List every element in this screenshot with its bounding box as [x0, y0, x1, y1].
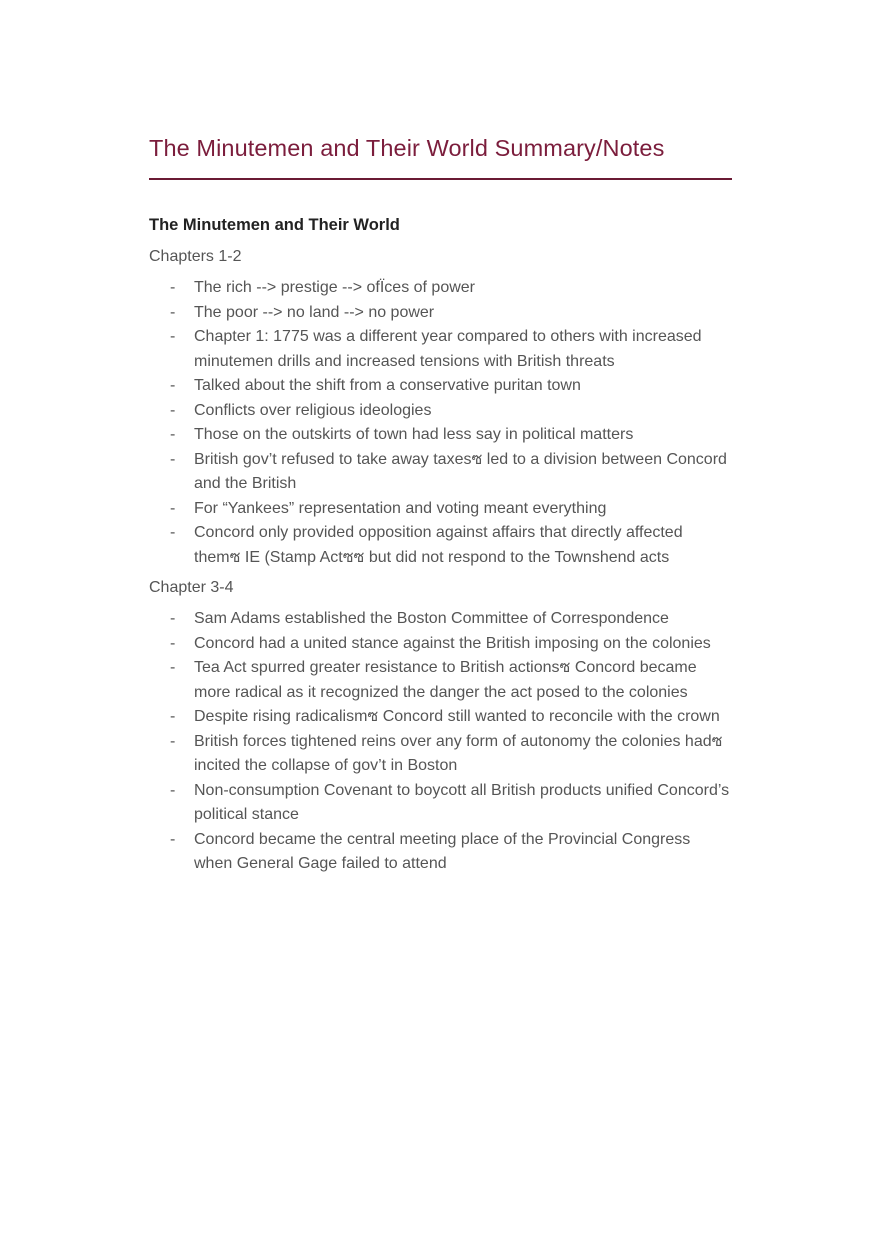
note-item	[149, 374, 732, 399]
document-title: The Minutemen and Their World Summary/Notes	[149, 135, 665, 161]
note-item	[149, 423, 732, 448]
note-item	[149, 607, 732, 632]
bullet-dash: -	[170, 781, 176, 799]
note-text: Concord became the central meeting place of the Provincial Congress when General Gage failed to attend	[194, 830, 691, 872]
note-text: Concord only provided opposition against affairs that directly affected themซ IE (Stamp Actซซ but did not respond to the Townshend acts	[194, 524, 683, 566]
bullet-dash: -	[170, 634, 176, 652]
bullet-dash: -	[170, 830, 176, 848]
bullet-dash: -	[170, 732, 176, 750]
chapter-1-2-notes-list	[149, 276, 732, 570]
note-text: Tea Act spurred greater resistance to British actionsซ Concord became more radical as it recognized the danger the act posed to the colonies	[194, 659, 697, 701]
bullet-dash: -	[170, 610, 176, 627]
note-text: Non-consumption Covenant to boycott all British products unified Concord’s political stance	[194, 781, 730, 823]
note-text: British forces tightened reins over any form of autonomy the colonies hadซ incited the collapse of gov’t in Boston	[194, 732, 723, 774]
bullet-dash: -	[170, 659, 176, 676]
bullet-dash: -	[170, 377, 176, 394]
note-text: British gov’t refused to take away taxesซ led to a division between Concord and the British	[194, 450, 727, 492]
note-item	[149, 730, 732, 779]
title-underline	[149, 178, 732, 180]
bullet-dash: -	[170, 426, 176, 443]
bullet-dash: -	[170, 524, 176, 541]
note-item	[149, 448, 732, 497]
note-item	[149, 497, 732, 522]
note-item	[149, 779, 732, 828]
chapter-heading-3-4: Chapter 3-4	[149, 579, 234, 596]
section-heading: The Minutemen and Their World	[149, 216, 400, 234]
note-item	[149, 521, 732, 570]
bullet-dash: -	[170, 303, 176, 321]
bullet-dash: -	[170, 328, 176, 345]
note-text: Despite rising radicalismซ Concord still wanted to reconcile with the crown	[194, 708, 720, 725]
note-text: The rich --> prestige --> ofÏces of power	[194, 279, 475, 296]
bullet-dash: -	[170, 708, 176, 725]
note-text: Talked about the shift from a conservative puritan town	[194, 377, 581, 394]
note-item	[149, 828, 732, 877]
note-item	[149, 301, 732, 326]
note-item	[149, 632, 732, 657]
bullet-dash: -	[170, 450, 176, 468]
bullet-dash: -	[170, 401, 176, 419]
chapter-heading-1-2: Chapters 1-2	[149, 248, 242, 265]
note-item	[149, 656, 732, 705]
note-text: Those on the outskirts of town had less say in political matters	[194, 426, 634, 443]
note-item	[149, 705, 732, 730]
note-text: The poor --> no land --> no power	[194, 303, 435, 321]
note-item	[149, 325, 732, 374]
note-text: Sam Adams established the Boston Committee of Correspondence	[194, 610, 669, 627]
note-item	[149, 399, 732, 424]
bullet-dash: -	[170, 499, 176, 517]
note-text: Chapter 1: 1775 was a different year compared to others with increased minutemen drills and increased tensions with British threats	[194, 328, 702, 370]
note-item	[149, 276, 732, 301]
chapter-3-4-notes-list	[149, 607, 732, 877]
bullet-dash: -	[170, 279, 176, 296]
note-text: Concord had a united stance against the British imposing on the colonies	[194, 634, 711, 652]
note-text: For “Yankees” representation and voting meant everything	[194, 499, 607, 517]
document-page	[149, 132, 732, 877]
note-text: Conflicts over religious ideologies	[194, 401, 432, 419]
